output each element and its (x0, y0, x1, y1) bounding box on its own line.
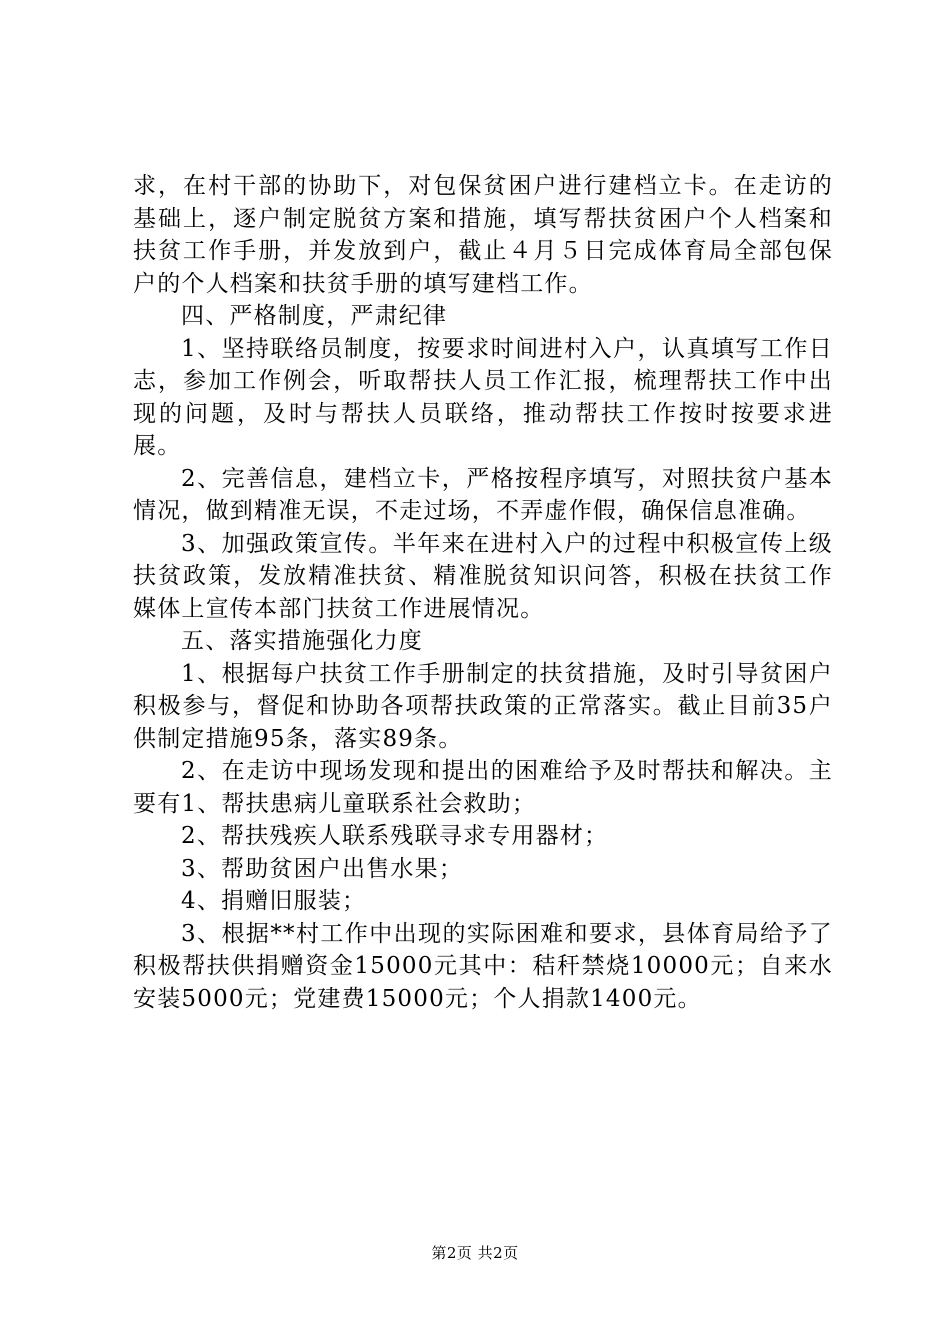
paragraph-1: 求，在村干部的协助下，对包保贫困户进行建档立卡。在走访的基础上，逐户制定脱贫方案和措施，填写帮扶贫困户个人档案和扶贫工作手册，并发放到户，截止４月５日完成体育局全部包保户的个人档案和扶贫手册的填写建档工作。 (133, 173, 833, 297)
list-item-disabled-aid: 2、帮扶残疾人联系残联寻求专用器材； (181, 823, 609, 849)
section-heading-4: 四、严格制度，严肃纪律 (181, 303, 448, 329)
document-body (133, 170, 833, 1015)
page-footer: 第2页 共2页 (431, 1244, 519, 1262)
list-item-donate-clothes: 4、捐赠旧服装； (181, 888, 367, 914)
list-item-sell-fruit: 3、帮助贫困户出售水果； (181, 855, 464, 882)
paragraph-improve-info: 2、完善信息，建档立卡，严格按程序填写，对照扶贫户基本情况，做到精准无误，不走过场，不弄虚作假，确保信息准确。 (133, 465, 833, 524)
paragraph-donation-funds: 3、根据**村工作中出现的实际困难和要求，县体育局给予了积极帮扶供捐赠资金15000元其中：秸秆禁烧10000元；自来水安装5000元；党建费15000元；个人捐款1400元。 (133, 920, 833, 1012)
paragraph-policy-promotion: 3、加强政策宣传。半年来在进村入户的过程中积极宣传上级扶贫政策，发放精准扶贫、精准脱贫知识问答，积极在扶贫工作媒体上宣传本部门扶贫工作进展情况。 (133, 530, 833, 622)
paragraph-measures: 1、根据每户扶贫工作手册制定的扶贫措施，及时引导贫困户积极参与，督促和协助各项帮扶政策的正常落实。截止目前35户供制定措施95条，落实89条。 (133, 660, 833, 752)
paragraph-onsite-help: 2、在走访中现场发现和提出的困难给予及时帮扶和解决。主要有1、帮扶患病儿童联系社会救助； (133, 758, 833, 817)
section-heading-5: 五、落实措施强化力度 (181, 628, 423, 654)
paragraph-liaison-system: 1、坚持联络员制度，按要求时间进村入户，认真填写工作日志，参加工作例会，听取帮扶人员工作汇报，梳理帮扶工作中出现的问题，及时与帮扶人员联络，推动帮扶工作按时按要求进展。 (133, 335, 833, 459)
